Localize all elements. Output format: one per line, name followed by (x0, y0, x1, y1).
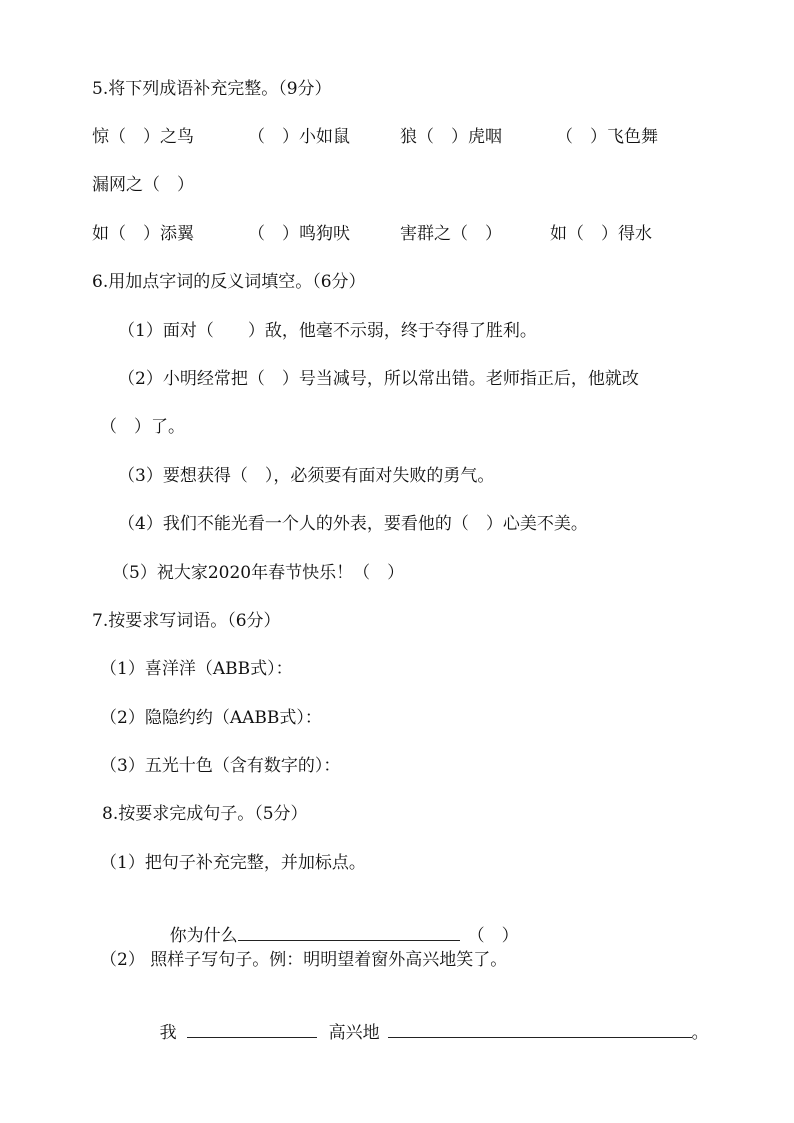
q5-item-8: 害群之（ ） (400, 224, 502, 244)
q5-item-5: 漏网之（ ） (92, 175, 194, 195)
q6-title: 6.用加点字词的反义词填空。（6分） (92, 272, 366, 292)
q5-item-2: （ ）小如鼠 (248, 127, 350, 147)
q8-item-2-adverb: 高兴地 (328, 1023, 380, 1043)
q8-title: 8.按要求完成句子。（5分） (102, 804, 308, 824)
answer-blank-2[interactable] (187, 1019, 317, 1038)
q5-item-3: 狼（ ）虎咽 (400, 127, 502, 147)
q8-item-1-suffix: （ ） (467, 926, 519, 946)
q6-sentence-2-cont: （ ）了。 (100, 417, 185, 437)
q7-item-1: （1）喜洋洋（ABB式）： (100, 659, 293, 679)
q5-item-7: （ ）鸣狗吠 (248, 224, 350, 244)
q8-item-2-sentence (138, 997, 709, 1066)
q6-sentence-3: （3）要想获得（ ），必须要有面对失败的勇气。 (118, 466, 495, 486)
q8-item-1: （1）把句子补充完整，并加标点。 (100, 853, 366, 873)
q6-sentence-2: （2）小明经常把（ ）号当减号，所以常出错。老师指正后，他就改 (118, 369, 639, 389)
q7-item-2: （2）隐隐约约（AABB式）： (100, 708, 322, 728)
answer-blank-1[interactable] (238, 922, 460, 941)
q8-item-1-prefix: 你为什么 (169, 926, 238, 946)
q5-title: 5.将下列成语补充完整。（9分） (92, 79, 332, 99)
q5-item-9: 如（ ）得水 (550, 224, 652, 244)
q6-sentence-4: （4）我们不能光看一个人的外表，要看他的（ ）心美不美。 (118, 514, 588, 534)
q5-item-6: 如（ ）添翼 (92, 224, 194, 244)
q5-item-4: （ ）飞色舞 (556, 127, 658, 147)
q5-item-1: 惊（ ）之鸟 (92, 127, 194, 147)
q6-sentence-5: （5）祝大家2020年春节快乐！（ ） (112, 563, 405, 583)
q7-item-3: （3）五光十色（含有数字的）： (100, 756, 341, 776)
q8-item-2-end: 。 (691, 1023, 709, 1043)
answer-blank-3[interactable] (388, 1019, 692, 1038)
q8-item-2: （2） 照样子写句子。例：明明望着窗外高兴地笑了。 (100, 950, 508, 970)
q8-item-2-subject: 我 (159, 1023, 177, 1043)
q6-sentence-1: （1）面对（ ）敌，他毫不示弱，终于夺得了胜利。 (118, 321, 537, 341)
q7-title: 7.按要求写词语。（6分） (92, 611, 281, 631)
